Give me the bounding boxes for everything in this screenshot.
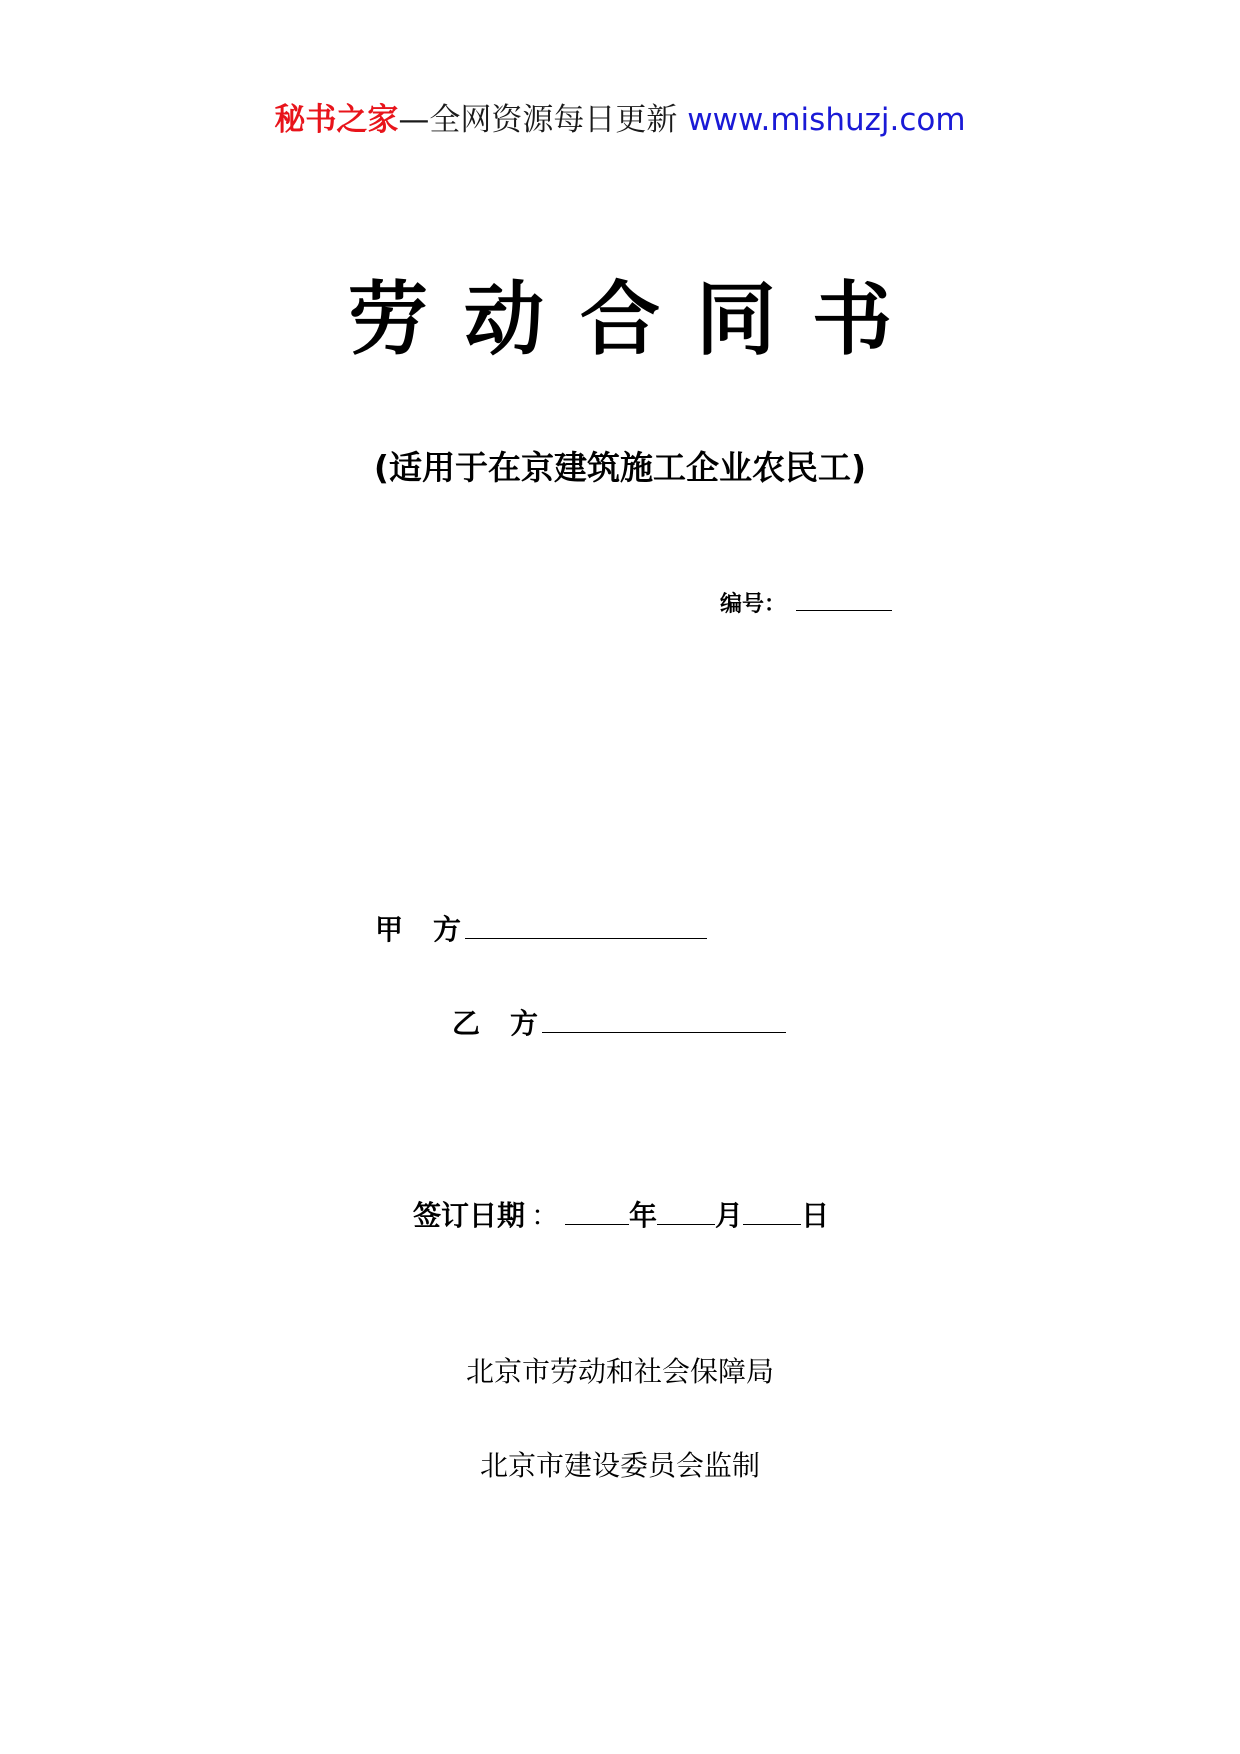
year-label: 年 [629, 1199, 658, 1232]
header-tagline: —全网资源每日更新 [398, 102, 678, 138]
party-b-label-1: 乙 [452, 1007, 481, 1040]
watermark-header [0, 100, 1240, 140]
day-label: 日 [801, 1199, 830, 1232]
party-a-field [375, 912, 707, 948]
party-b-blank[interactable] [542, 1031, 786, 1033]
document-subtitle: (适用于在京建筑施工企业农民工) [373, 448, 867, 487]
website-link[interactable]: www.mishuzj.com [687, 102, 966, 138]
issuer-construction-commission: 北京市建设委员会监制 [479, 1449, 760, 1482]
sign-date-label: 签订日期 [413, 1199, 526, 1232]
party-a-label-2: 方 [433, 913, 462, 946]
month-label: 月 [715, 1199, 744, 1232]
serial-number-blank[interactable] [796, 609, 892, 611]
year-blank[interactable] [565, 1223, 629, 1225]
party-b-label-2: 方 [510, 1007, 539, 1040]
party-b-field [452, 1006, 786, 1042]
sign-date-colon: ： [531, 1199, 560, 1232]
party-a-label-1: 甲 [375, 913, 404, 946]
issuer-labor-bureau: 北京市劳动和社会保障局 [465, 1355, 774, 1388]
day-blank[interactable] [743, 1223, 801, 1225]
month-blank[interactable] [657, 1223, 715, 1225]
party-a-blank[interactable] [465, 937, 707, 939]
document-title: 劳动合同书 [348, 273, 928, 366]
brand-name: 秘书之家 [274, 102, 399, 138]
serial-number-field [720, 590, 892, 620]
sign-date-field [413, 1198, 829, 1234]
serial-number-label: 编号： [720, 592, 787, 617]
